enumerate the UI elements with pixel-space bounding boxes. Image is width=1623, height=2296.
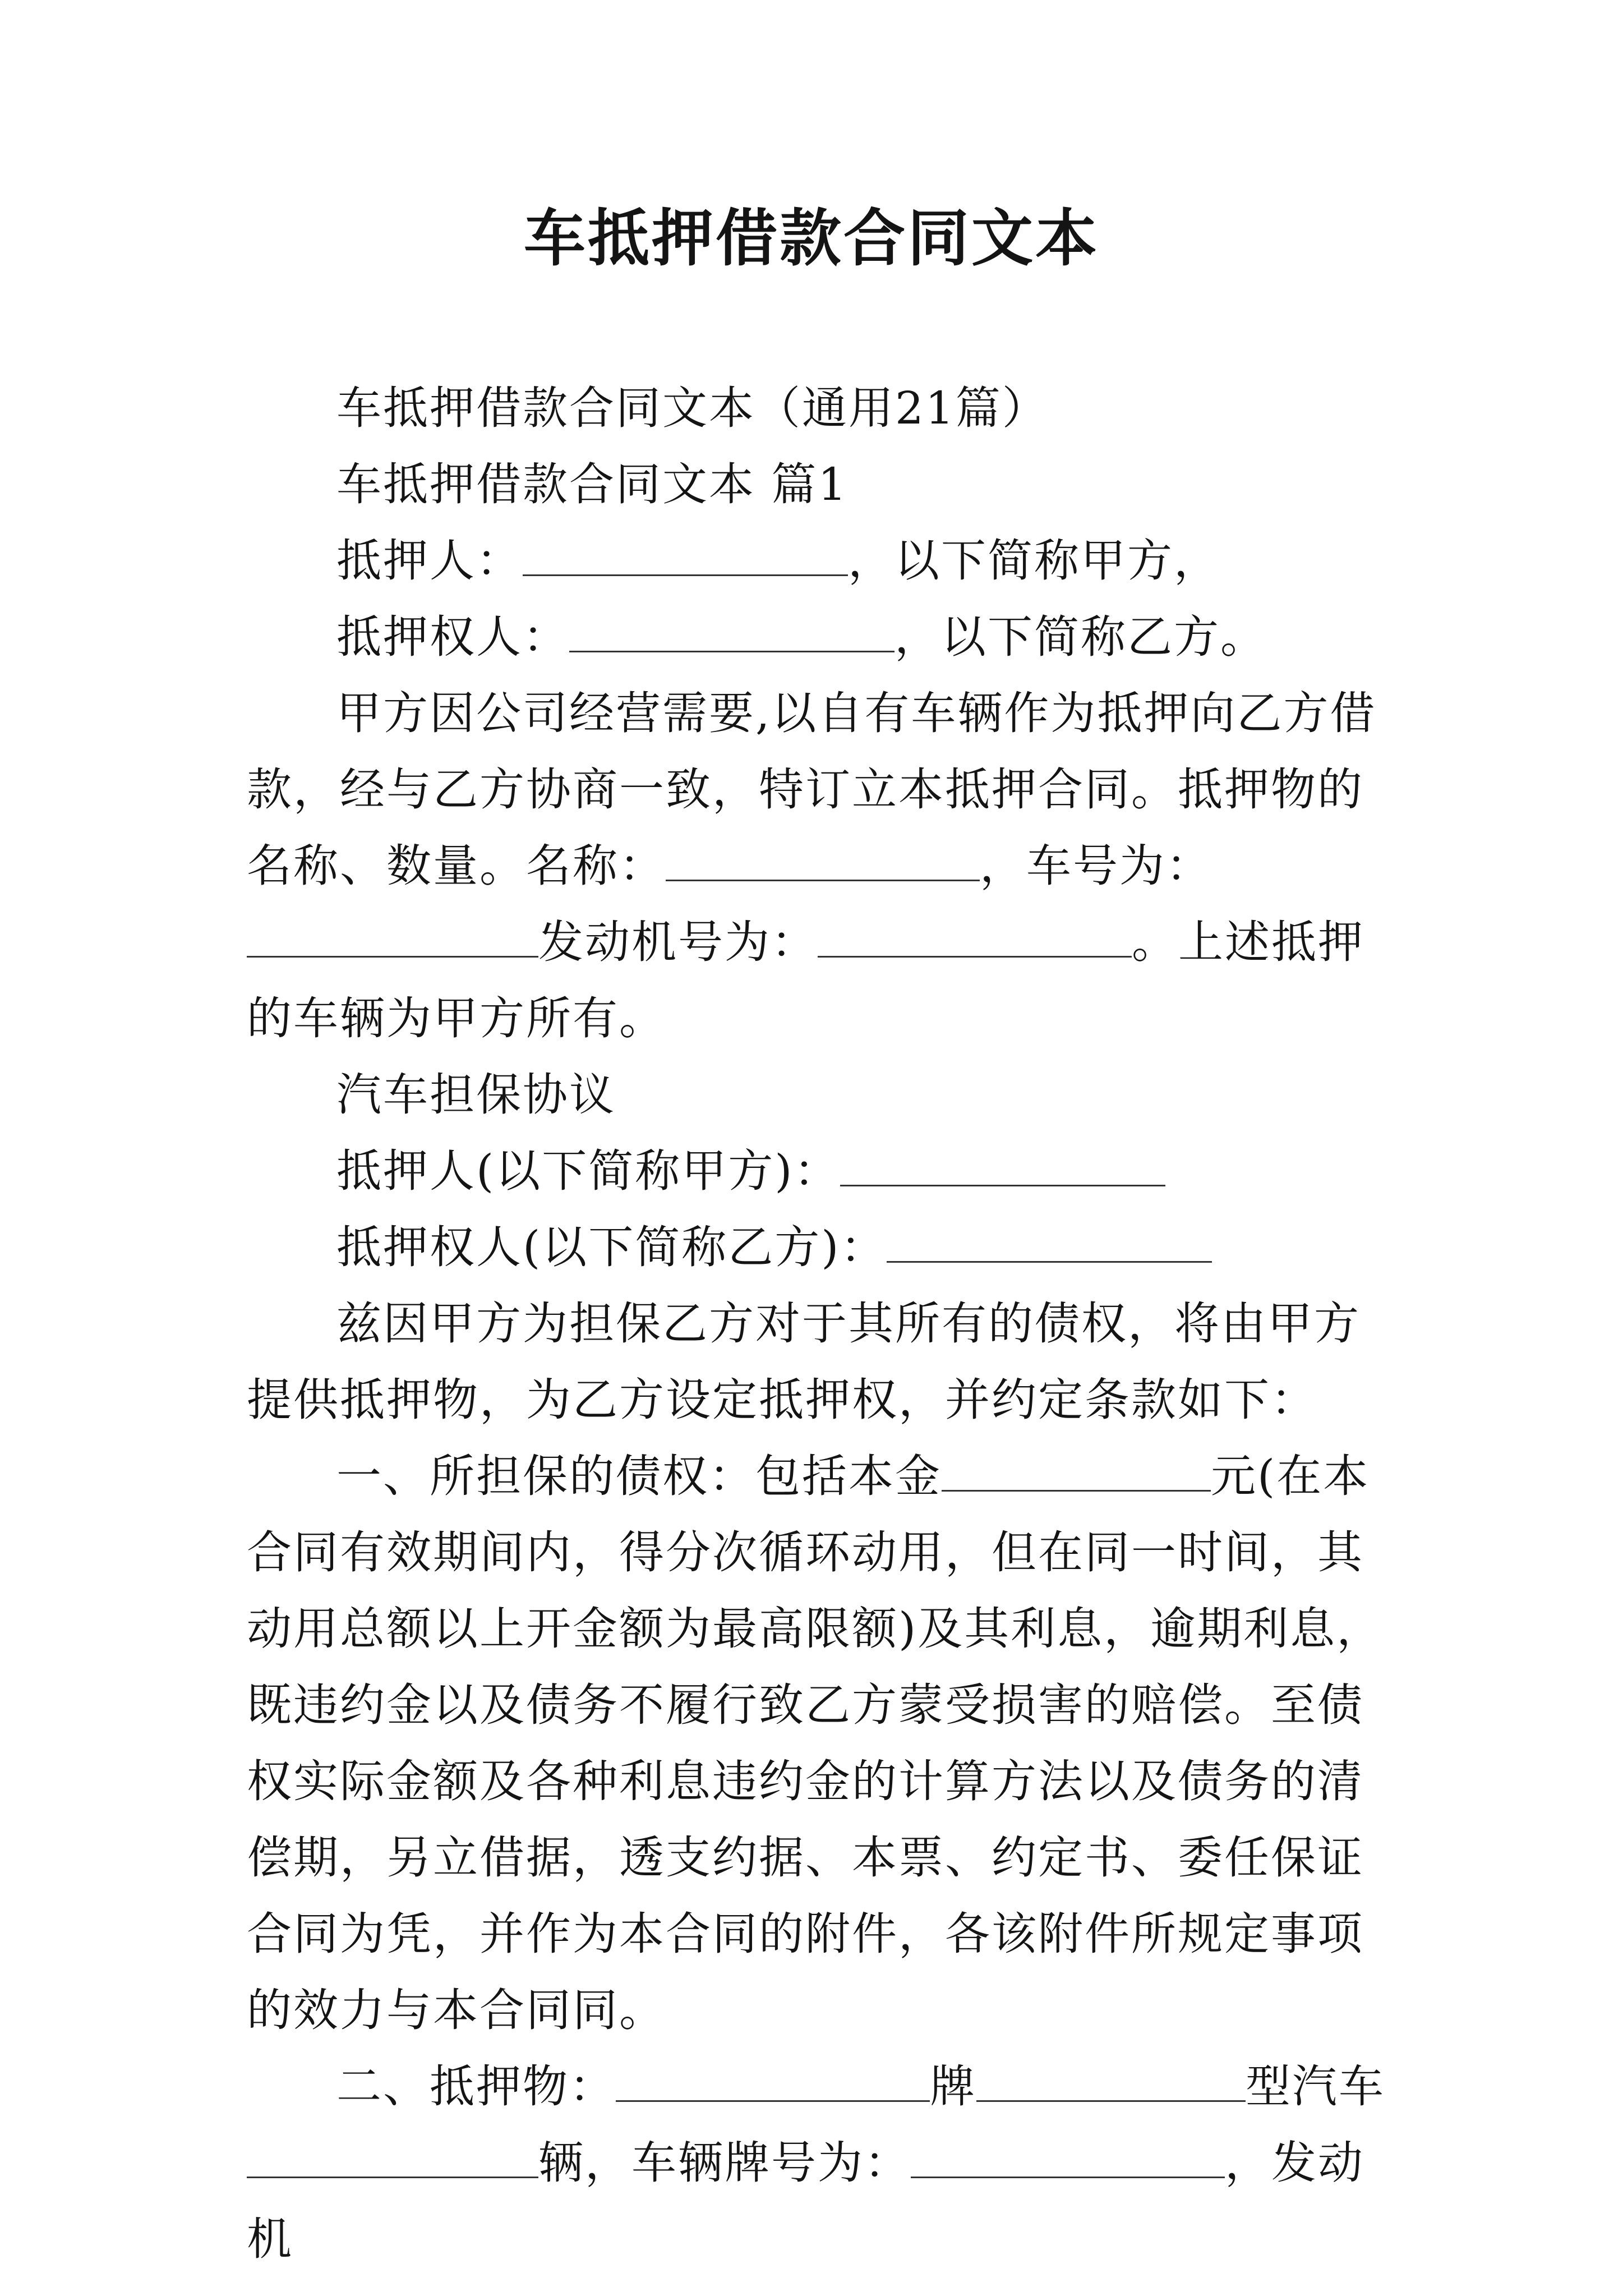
mortgagor-suffix: ，以下简称甲方， — [848, 535, 1220, 587]
chapter-heading: 车抵押借款合同文本 篇1 — [336, 458, 849, 510]
brand-blank — [616, 2061, 930, 2102]
engine-tail: ，发动机 — [247, 2137, 1364, 2265]
party-a-line — [247, 1133, 1385, 1209]
party-b-line — [247, 1209, 1385, 1286]
party-a-blank — [840, 1145, 1165, 1186]
section-heading: 汽车担保协议 — [336, 1069, 616, 1121]
mortgagor-blank — [523, 535, 848, 576]
document-body — [247, 370, 1385, 2277]
model-suffix: 型汽车 — [1246, 2060, 1385, 2113]
vehicle-name-blank — [666, 840, 980, 881]
doc-subtitle: 车抵押借款合同文本（通用21篇） — [336, 382, 1049, 434]
clause-1-text: 元(在本合同有效期间内，得分次循环动用，但在同一时间，其动用总额以上开金额为最高限额)及其利息，逾期利息，既违约金以及债务不履行致乙方蒙受损害的赔偿。至债权实际金额及各种利息违约金的计算方法以及债务的清偿期，另立借据，透支约据、本票、约定书、委任保证合同为凭，并作为本合同的附件，各该附件所规定事项的效力与本合同同。 — [247, 1450, 1384, 2036]
mortgagee-label: 抵押权人： — [336, 611, 569, 663]
clause-2-lead: 二、抵押物： — [336, 2060, 616, 2113]
clause-1 — [247, 1438, 1385, 2049]
mortgagee-line — [247, 599, 1385, 675]
model-blank — [976, 2061, 1246, 2102]
mortgagee-blank — [569, 611, 895, 652]
plate-no-blank — [911, 2137, 1225, 2178]
party-b-label: 抵押权人(以下简称乙方)： — [336, 1221, 887, 1273]
document-title: 车抵押借款合同文本 — [524, 202, 1099, 274]
mortgagor-line — [247, 523, 1385, 599]
principal-blank — [942, 1451, 1211, 1492]
mortgagee-suffix: ，以下简称乙方。 — [895, 611, 1267, 663]
plate-label: ，车号为： — [980, 840, 1212, 892]
intro-text: 甲方因公司经营需要,以自有车辆作为抵押向乙方借款，经与乙方协商一致，特订立本抵押合同。抵押物的名称、数量。名称： — [247, 687, 1377, 892]
engine-label: 发动机号为： — [538, 916, 818, 968]
quantity-blank — [247, 2137, 538, 2178]
engine-blank — [818, 917, 1132, 958]
party-a-label: 抵押人(以下简称甲方)： — [336, 1145, 841, 1197]
mortgagor-label: 抵押人： — [336, 535, 523, 587]
clause-1-lead: 一、所担保的债权：包括本金 — [336, 1450, 942, 1502]
party-b-blank — [887, 1222, 1212, 1263]
clause-2 — [247, 2049, 1385, 2277]
purpose-paragraph: 兹因甲方为担保乙方对于其所有的债权，将由甲方提供抵押物，为乙方设定抵押权，并约定条款如下： — [247, 1297, 1361, 1426]
intro-paragraph — [247, 675, 1385, 1057]
ownership-text: 。上述抵押的车辆为甲方所有。 — [247, 916, 1364, 1045]
plate-blank — [247, 917, 538, 958]
plate-no-label: 辆，车辆牌号为： — [538, 2137, 911, 2189]
brand-suffix: 牌 — [930, 2060, 976, 2113]
